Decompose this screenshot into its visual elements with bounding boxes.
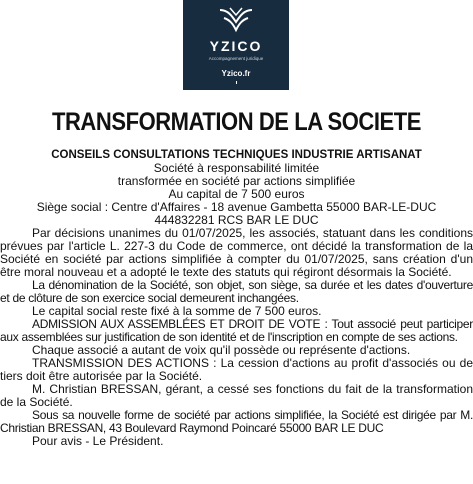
company-capital: Au capital de 7 500 euros xyxy=(168,187,305,201)
company-head-office: Siège social : Centre d'Affaires - 18 avenue Gambetta 55000 BAR-LE-DUC xyxy=(36,200,437,214)
logo-tagline: Accompagnement juridique xyxy=(208,56,264,61)
notice-body xyxy=(0,148,473,448)
logo-name: YZICO xyxy=(209,38,263,54)
company-transformed-form: transformée en société par actions simplifiée xyxy=(117,174,356,188)
paragraph-decision: Par décisions unanimes du 01/07/2025, les associés, statuant dans les conditions prévues par l'article L. 227-3 du Code de commerce, ont décidé la transformation de la Société en société par actions simplifiée à compter du 01/07/2025, sans création d'un être moral nouveau et a adopté le texte des statuts qui régiront désormais la Société. xyxy=(0,226,473,279)
paragraph-new-director: Sous sa nouvelle forme de société par actions simplifiée, la Société est dirigée par M. Christian BRESSAN, 43 Boulevard Raymond Poincaré 55000 BAR LE DUC xyxy=(0,408,473,435)
paragraph-unchanged: La dénomination de la Société, son objet, son siège, sa durée et les dates d'ouverture et de clôture de son exercice social demeurent inchangées. xyxy=(0,278,473,305)
company-rcs: 444832281 RCS BAR LE DUC xyxy=(154,213,319,227)
paragraph-votes: Chaque associé a autant de voix qu'il possède ou représente d'actions. xyxy=(32,343,411,357)
logo-divider xyxy=(236,81,237,84)
company-legal-form: Société à responsabilité limitée xyxy=(153,161,320,175)
paragraph-manager: M. Christian BRESSAN, gérant, a cessé ses fonctions du fait de la transformation de la Société. xyxy=(0,382,473,409)
notice-title: TRANSFORMATION DE LA SOCIETE xyxy=(51,108,421,136)
paragraph-admission: ADMISSION AUX ASSEMBLÉES ET DROIT DE VOTE : Tout associé peut participer aux assemblées sur justification de son identité et de l'inscription en compte de ses actions. xyxy=(0,317,473,344)
paragraph-signature: Pour avis - Le Président. xyxy=(32,434,164,448)
company-name: CONSEILS CONSULTATIONS TECHNIQUES INDUSTRIE ARTISANAT xyxy=(51,149,422,161)
yzico-emblem-icon xyxy=(214,6,258,34)
paragraph-transmission: TRANSMISSION DES ACTIONS : La cession d'actions au profit d'associés ou de tiers doit être autorisée par la Société. xyxy=(0,356,473,383)
logo-url[interactable]: Yzico.fr xyxy=(221,69,251,78)
yzico-logo xyxy=(183,0,289,90)
paragraph-capital: Le capital social reste fixé à la somme de 7 500 euros. xyxy=(32,304,322,318)
